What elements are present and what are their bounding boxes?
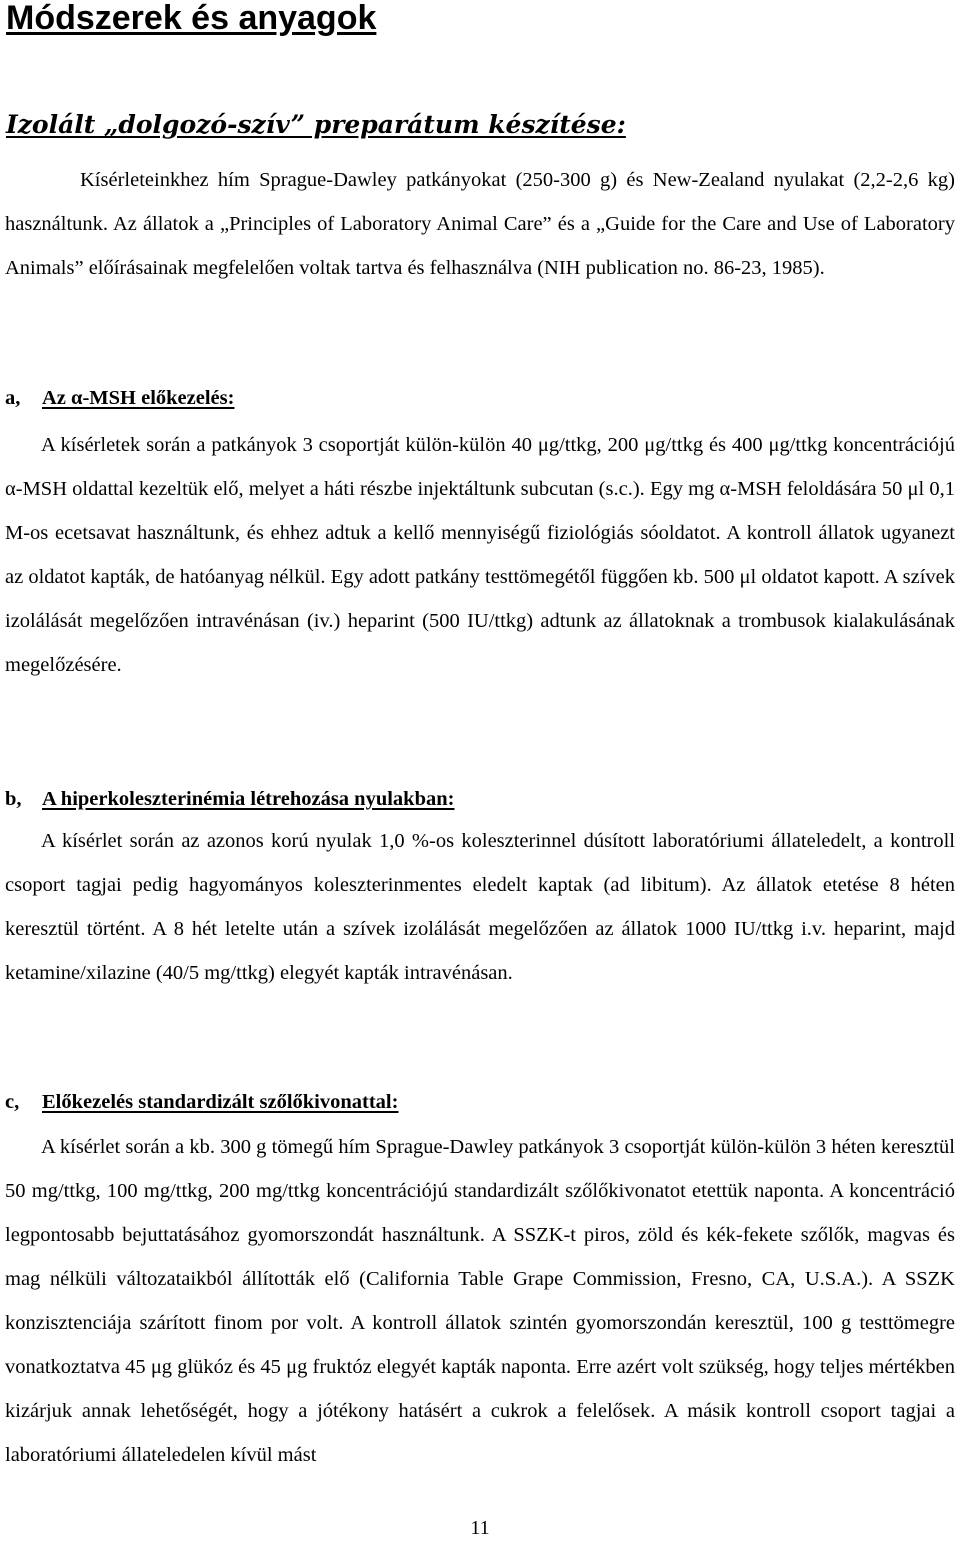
section-heading-text: Előkezelés standardizált szőlőkivonattal: bbox=[42, 1091, 399, 1113]
section-paragraph-c: A kísérlet során a kb. 300 g tömegű hím Sprague-Dawley patkányok 3 csoportját külön-külön 3 héten keresztül 50 mg/ttkg, 100 mg/ttkg, 200 mg/ttkg koncentrációjú standardizált szőlőkivonatot etettük naponta. A koncentráció legpontosabb bejuttatásához gyomorszondát használtunk. A SSZK-t piros, zöld és kék-fekete szőlők, magvas és mag nélküli változataikból állították elő (California Table Grape Commission, Fresno, CA, U.S.A.). A SSZK konzisztenciája szárított finom por volt. A kontroll állatok szintén gyomorszondán keresztül, 100 g testtömegre vonatkoztatva 45 μg glükóz és 45 μg fruktóz elegyét kapták naponta. Erre azért volt szükség, hogy teljes mértékben kizárjuk annak lehetőségét, hogy a jótékony hatásért a cukrok a felelősek. A másik kontroll csoport tagjai a laboratóriumi állateledelen kívül mást bbox=[5, 1136, 955, 1466]
intro-paragraph: Kísérleteinkhez hím Sprague-Dawley patkányokat (250-300 g) és New-Zealand nyulakat (2,2-2,6 kg) használtunk. Az állatok a „Principles of Laboratory Animal Care” és a „Guide for the Care and Use of Laboratory Animals” előírásainak megfelelően voltak tartva és felhasználva (NIH publication no. 86-23, 1985). bbox=[5, 169, 955, 279]
section-paragraph-a: A kísérletek során a patkányok 3 csoportját külön-külön 40 μg/ttkg, 200 μg/ttkg és 400 μg/ttkg koncentrációjú α-MSH oldattal kezeltük elő, melyet a háti részbe injektáltunk subcutan (s.c.). Egy mg α-MSH feloldására 50 μl 0,1 M-os ecetsavat használtunk, és ehhez adtuk a kellő mennyiségű fiziológiás sóoldatot. A kontroll állatok ugyanezt az oldatot kapták, de hatóanyag nélkül. Egy adott patkány testtömegétől függően kb. 500 μl oldatot kapott. A szívek izolálását megelőzően intravénásan (iv.) heparint (500 IU/ttkg) adtunk az állatoknak a trombusok kialakulásának megelőzésére. bbox=[5, 434, 955, 676]
section-heading-text: Az α-MSH előkezelés: bbox=[42, 387, 235, 409]
section-heading-text: A hiperkoleszterinémia létrehozása nyulakban: bbox=[42, 788, 455, 810]
section-letter: a, bbox=[5, 387, 21, 409]
section-letter: c, bbox=[5, 1091, 20, 1113]
section-letter: b, bbox=[5, 788, 22, 810]
section-paragraph-b: A kísérlet során az azonos korú nyulak 1,0 %-os koleszterinnel dúsított laboratóriumi állateledelt, a kontroll csoport tagjai pedig hagyományos koleszterinmentes eledelt kaptak (ad libitum). Az állatok etetése 8 héten keresztül történt. A 8 hét letelte után a szívek izolálását megelőzően az állatok 1000 IU/ttkg i.v. heparint, majd ketamine/xilazine (40/5 mg/ttkg) elegyét kapták intravénásan. bbox=[5, 830, 955, 984]
section-subtitle: Izolált „dolgozó-szív” preparátum készítése: bbox=[6, 110, 626, 139]
section-heading-c bbox=[5, 1087, 398, 1117]
page-number: 11 bbox=[470, 1517, 490, 1539]
section-heading-b bbox=[5, 784, 454, 814]
page-title: Módszerek és anyagok bbox=[6, 0, 377, 37]
section-heading-a bbox=[5, 383, 234, 413]
